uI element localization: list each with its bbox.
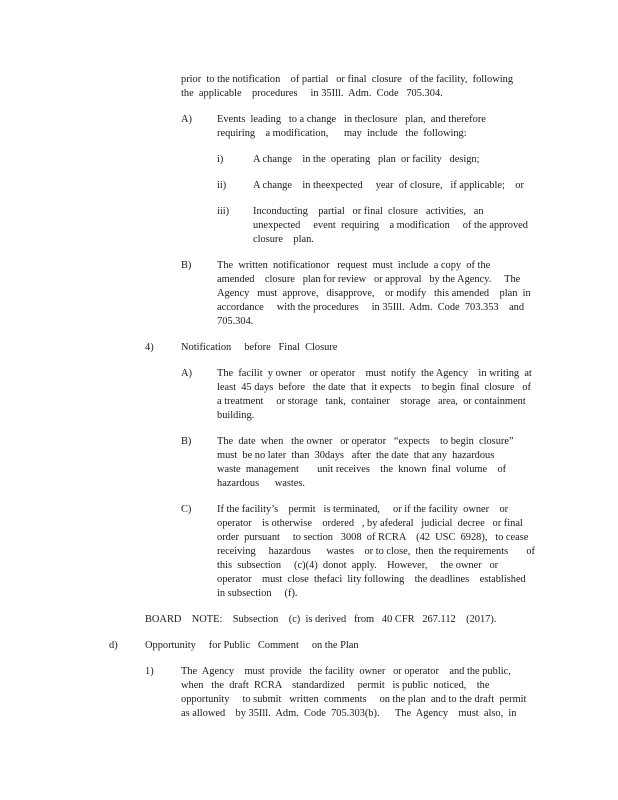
item-line: Events leading to a change in theclosure plan, and therefore xyxy=(217,114,486,125)
item-label: C) xyxy=(181,504,192,515)
item-line: The written notificationor request must include a copy of the xyxy=(217,260,491,271)
item-line: requiring a modification, may include the following: xyxy=(217,128,467,139)
item-line: when the draft RCRA standardized permit is public noticed, the xyxy=(181,680,490,691)
subitem-line: unexpected event requiring a modification of the approved xyxy=(253,220,528,231)
section-label: 4) xyxy=(145,342,154,353)
item-line: building. xyxy=(217,410,255,421)
item-line: The facilit y owner or operator must notify the Agency in writing at xyxy=(217,368,532,379)
item-line: The Agency must provide the facility owner or operator and the public, xyxy=(181,666,511,677)
item-line: accordance with the procedures in 35Ill. Adm. Code 703.353 and xyxy=(217,302,525,313)
item-line: operator must close thefaci lity following the deadlines established xyxy=(217,574,526,585)
board-note: BOARD NOTE: Subsection (c) is derived from 40 CFR 267.112 (2017). xyxy=(145,614,497,625)
item-line: a treatment or storage tank, container storage area, or containment xyxy=(217,396,526,407)
item-line: in subsection (f). xyxy=(217,588,298,599)
subitem-line: A change in theexpected year of closure, if applicable; or xyxy=(253,180,524,191)
item-label: A) xyxy=(181,368,192,379)
subitem-line: A change in the operating plan or facility design; xyxy=(253,154,480,165)
intro-line: the applicable procedures in 35Ill. Adm. Code 705.304. xyxy=(181,88,443,99)
item-label: 1) xyxy=(145,666,154,677)
subitem-line: Inconducting partial or final closure activities, an xyxy=(253,206,484,217)
item-line: amended closure plan for review or approval by the Agency. The xyxy=(217,274,521,285)
section-title: Opportunity for Public Comment on the Plan xyxy=(145,640,359,651)
item-line: order pursuant to section 3008 of RCRA (42 USC 6928), to cease xyxy=(217,532,529,543)
item-line: receiving hazardous wastes or to close, then the requirements of xyxy=(217,546,535,557)
intro-line: prior to the notification of partial or final closure of the facility, following xyxy=(181,74,514,85)
item-line: Agency must approve, disapprove, or modify this amended plan in xyxy=(217,288,531,299)
item-label: B) xyxy=(181,436,192,447)
section-title: Notification before Final Closure xyxy=(181,342,338,353)
item-label: A) xyxy=(181,114,192,125)
item-line: If the facility’s permit is terminated, or if the facility owner or xyxy=(217,504,509,515)
item-line: least 45 days before the date that it expects to begin final closure of xyxy=(217,382,531,393)
subitem-label: ii) xyxy=(217,180,227,191)
item-line: hazardous wastes. xyxy=(217,478,306,489)
item-line: operator is otherwise ordered , by afederal judicial decree or final xyxy=(217,518,523,529)
item-line: waste management unit receives the known final volume of xyxy=(217,464,507,475)
item-line: The date when the owner or operator “expects to begin closure” xyxy=(217,436,514,447)
item-line: as allowed by 35Ill. Adm. Code 705.303(b). The Agency must also, in xyxy=(181,708,517,719)
subitem-label: i) xyxy=(217,154,224,165)
item-line: this subsection (c)(4) donot apply. However, the owner or xyxy=(217,560,499,571)
item-line: 705.304. xyxy=(217,316,254,327)
subitem-line: closure plan. xyxy=(253,234,314,245)
subitem-label: iii) xyxy=(217,206,230,217)
item-line: must be no later than 30days after the date that any hazardous xyxy=(217,450,495,461)
item-line: opportunity to submit written comments on the plan and to the draft permit xyxy=(181,694,527,705)
section-label: d) xyxy=(109,640,118,651)
item-label: B) xyxy=(181,260,192,271)
